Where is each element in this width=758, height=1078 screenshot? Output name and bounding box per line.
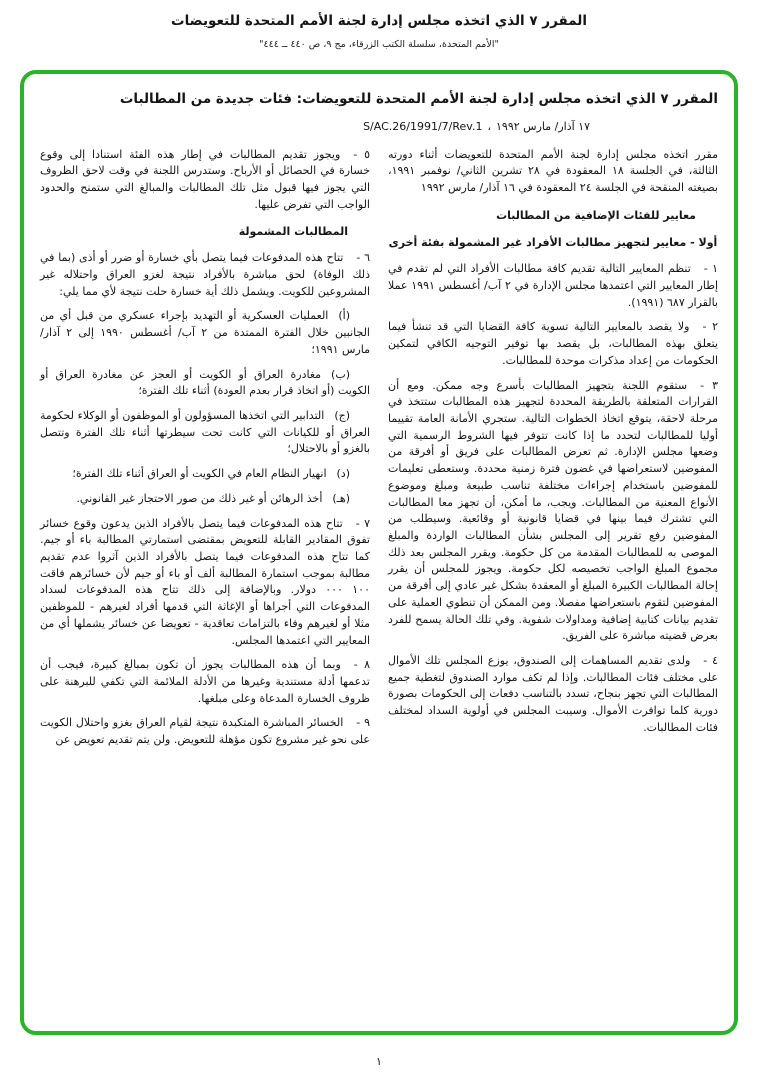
paragraph	[40, 715, 370, 748]
paragraph-text: معايير للفئات الإضافية من المطالبات	[496, 208, 696, 222]
paragraph-number: ٧ -	[355, 516, 370, 530]
paragraph	[388, 378, 718, 646]
paragraph	[388, 653, 718, 737]
page-number: ١	[376, 1055, 382, 1068]
document-green-frame	[20, 70, 738, 1035]
paragraph-text: أخذ الرهائن أو غير ذلك من صور الاحتجاز غير القانوني.	[76, 491, 323, 505]
paragraph-number: ٦ -	[356, 251, 371, 265]
paragraph	[40, 408, 370, 458]
page-header	[0, 0, 758, 50]
paragraph-number: ١ -	[703, 262, 719, 276]
section-heading	[388, 235, 718, 252]
paragraph-text: أولا - معايير لتجهيز مطالبات الأفراد غير المشمولة بفئة أخرى	[388, 235, 718, 249]
header-source-note: "الأمم المتحدة، سلسلة الكتب الزرقاء، مج ٩، ص ٤٤٠ ــ ٤٤٤"	[259, 38, 499, 50]
paragraph-text: الخسائر المباشرة المتكبدة نتيجة لقيام العراق بغزو واحتلال الكويت على نحو غير مشروع تكون مؤهلة للتعويض. ولن يتم تقديم تعويض عن	[40, 716, 370, 747]
column-right	[388, 147, 718, 757]
paragraph-text: ولا يقصد بالمعايير التالية تسوية كافة القضايا التي قد تنشأ فيما يتعلق بهذه المطالبات، بل يقصد بها توفير التوجيه الكافي لتمكين الحكومات من إعداد مذكرات موحدة للمطالبات.	[388, 320, 718, 367]
paragraph-text: تنظم المعايير التالية تقديم كافة مطالبات الأفراد التي لم تقدم في إطار المعايير التي اعتمدها مجلس الإدارة في ٢ آب/ أغسطس ١٩٩١ عملا بالقرار ٦٨٧ (١٩٩١).	[388, 262, 719, 309]
paragraph-text: تتاح هذه المدفوعات فيما يتصل بأي خسارة أو ضرر أو أذى (بما في ذلك الوفاة) لحق مباشرة بالأفراد نتيجة لغزو العراق واحتلاله غير المشروعين للكويت. ويشمل ذلك أية خسارة حلت نتيجة لأي مما يلي:	[40, 251, 370, 298]
paragraph-text: انهيار النظام العام في الكويت أو العراق أثناء تلك الفترة؛	[72, 467, 327, 481]
paragraph	[40, 491, 370, 508]
section-heading	[388, 208, 696, 225]
paragraph	[40, 308, 370, 358]
document-reference	[40, 120, 718, 133]
paragraph	[40, 147, 370, 214]
section-heading	[40, 224, 348, 241]
paragraph-text: مغادرة العراق أو الكويت أو العجز عن مغادرة العراق أو الكويت (أو اتخاذ قرار بعدم العودة) أثناء تلك الفترة؛	[40, 367, 370, 398]
paragraph	[388, 319, 718, 369]
reference-date: ١٧ آذار/ مارس ١٩٩٢	[496, 119, 590, 133]
paragraph	[40, 516, 370, 650]
paragraph-text: وبما أن هذه المطالبات يجوز أن تكون بمبالغ كبيرة، فيجب أن تدعمها أدلة مستندية وغيرها من الأدلة الملائمة التي تكفي للبرهنة على ظروف الخسارة المدعاة وعلى مبلغها.	[40, 658, 370, 705]
paragraph-text: ويجوز تقديم المطالبات في إطار هذه الفئة استنادا إلى وقوع خسارة في الحصائل أو الأرباح. وستدرس اللجنة في وقت لاحق الظروف التي يجوز فيها قبول مثل تلك المطالبات والمبالغ التي ستمنح والحدود الواجب التي تفرض عليها.	[40, 147, 370, 211]
paragraph-text: ستقوم اللجنة بتجهيز المطالبات بأسرع وجه ممكن. ومع أن القرارات المتعلقة بالطريقة المحددة لتجهيز هذه المطالبات ستتخذ في مرحلة لاحقة، يتوقع اتخاذ الخطوات التالية. ستجري الأمانة العامة تقييما أوليا للمطالبات لتحدد ما إذا كانت تتوفر فيها الشروط الرسمية التي وضعها مجلس الإدارة. ثم تعرض المطالبات على فريق أو أفرقة من المفوضين لاستعراضها في غضون فترة زمنية محددة. وستعطى تعليمات للمفوضين باستخدام إجراءات مختلفة تناسب طبيعة ومبلغ وموضوع الأنواع المعنية من المطالبات. ويجب، ما أمكن، أن تجهز معا المطالبات التي تشترك فيما بينها في قضايا قانونية أو وقائعية. وسيطلب من المفوضين رفع تقرير إلى المجلس بشأن المطالبات الواردة والمبلغ الموصى به للمطالبات المقدمة من كل حكومة. ويقرر المجلس بعد ذلك مجموع المبلغ الواجب تخصيصه لكل حكومة. ويجوز للمجلس أن يقرر إحالة المطالبات الكبيرة المبلغ أو المعقدة بشكل غير عادي إلى أفرقة من المفوضين لتقوم باستعراضها مفصلا. ومن الممكن أن تنطوي العملية على تقديم بيانات كتابية إضافية ومداولات شفوية. وفي تلك الحالة يسمح للفرد بعرض قضيته مباشرة على الفريق.	[388, 378, 718, 643]
paragraph-text: تتاح هذه المدفوعات فيما يتصل بالأفراد الذين يدعون وقوع خسائر تفوق المقادير القابلة للتعويض بمقتضى استمارتي المطالبة باء أو جيم. كما تتاح هذه المدفوعات فيما يتصل بالأفراد الذين آثروا عدم تقديم مطالبة بموجب استمارة المطالبة ألف أو باء أو جيم لأن خسائرهم فاقت ١٠٠ ٠٠٠ دولار. وبالإضافة إلى ذلك تتاح هذه المدفوعات لسداد المدفوعات التي أجراها أو الإغاثة التي قدمها أفراد لغيرهم - للموظفين مثلا أو لغيرهم وفاء بالتزامات تعاقدية - تعويضا عن خسائر يشملها أي من المعايير التي اعتمدها المجلس.	[40, 516, 370, 647]
paragraph	[40, 466, 370, 483]
paragraph	[40, 657, 370, 707]
paragraph-number: ٥ -	[353, 147, 371, 161]
paragraph-number: ٨ -	[353, 658, 371, 672]
paragraph	[40, 367, 370, 400]
paragraph	[40, 250, 370, 300]
paragraph-number: ٤ -	[703, 654, 718, 668]
paragraph-text: ولدى تقديم المساهمات إلى الصندوق، يوزع المجلس تلك الأموال على مختلف فئات المطالبات. وإذا لم تكف موارد الصندوق لتغطية جميع المطالبات التي تجهز بنجاح، تسدد بالتناسب دفعات إلى الحكومات بصورة دورية كلما توافرت الأموال. وسيبت المجلس في أولوية السداد لمختلف فئات المطالبات.	[388, 654, 718, 734]
header-title: المقرر ٧ الذي اتخذه مجلس إدارة لجنة الأمم المتحدة للتعويضات	[171, 13, 587, 29]
paragraph-number: (د)	[336, 467, 350, 481]
reference-separator: ،	[487, 119, 492, 133]
column-left	[40, 147, 370, 757]
paragraph-number: ٣ -	[700, 378, 719, 392]
paragraph-text: المطالبات المشمولة	[238, 224, 348, 238]
paragraph-text: التدابير التي اتخذها المسؤولون أو الموظفون أو الوكلاء لحكومة العراق أو للكيانات التي كانت تحت سيطرتها أثناء تلك الفترة وتتصل بالغزو أو بالاحتلال؛	[40, 408, 370, 456]
paragraph-text: العمليات العسكرية أو التهديد بإجراء عسكري من قبل أي من الجانبين خلال الفترة الممتدة من ٢ آب/ أغسطس ١٩٩٠ إلى ٢ آذار/ مارس ١٩٩١؛	[40, 309, 370, 356]
paragraph-number: (هـ)	[332, 491, 350, 505]
paragraph	[388, 261, 718, 311]
paragraph-number: (ج)	[334, 408, 350, 422]
document-title: المقرر ٧ الذي اتخذه مجلس إدارة لجنة الأمم المتحدة للتعويضات: فئات جديدة من المطالبات	[119, 91, 718, 107]
two-column-body	[40, 147, 718, 757]
reference-symbol: S/AC.26/1991/7/Rev.1	[363, 119, 483, 133]
paragraph-number: ٢ -	[702, 320, 719, 334]
paragraph-text: مقرر اتخذه مجلس إدارة لجنة الأمم المتحدة للتعويضات أثناء دورته الثالثة، في الجلسة ١٨ المعقودة في ٢٨ تشرين الثاني/ نوفمبر ١٩٩١، بصيغته المنقحة في الجلسة ٢٤ المعقودة في ١٦ آذار/ مارس ١٩٩٢	[388, 147, 718, 195]
paragraph	[388, 147, 718, 197]
paragraph-number: (ب)	[331, 367, 350, 381]
paragraph-number: (أ)	[338, 309, 350, 323]
paragraph-number: ٩ -	[356, 716, 371, 730]
